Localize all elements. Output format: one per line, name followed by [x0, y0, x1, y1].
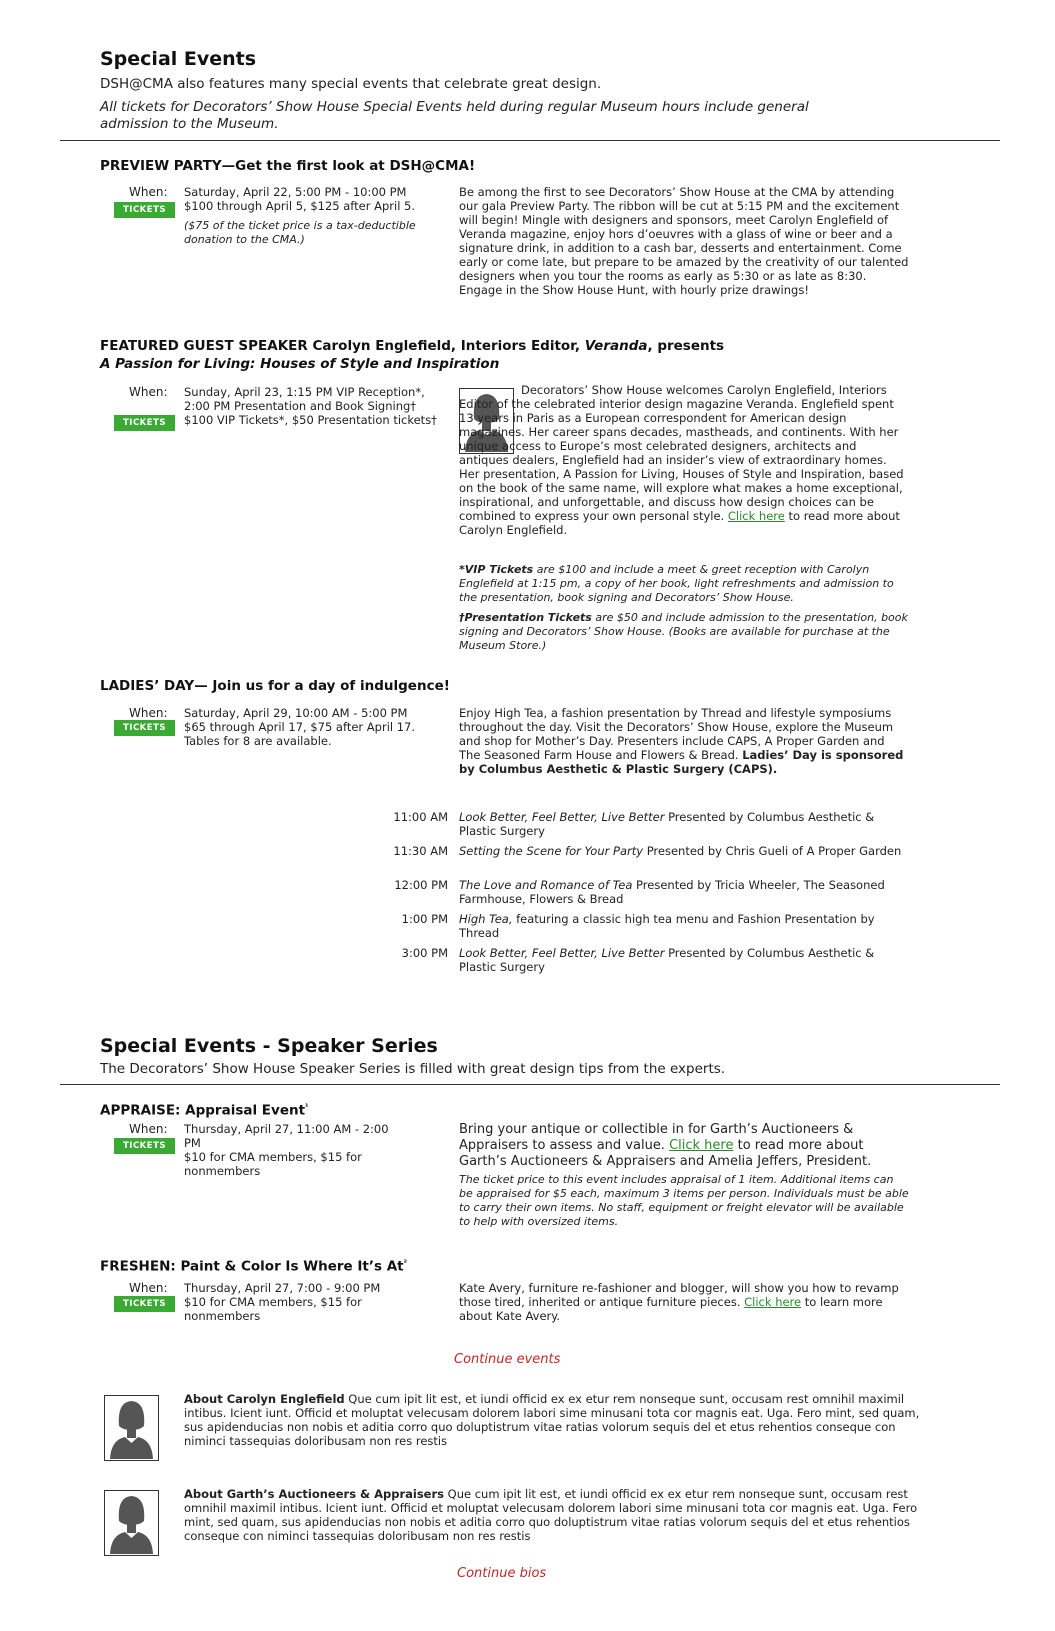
freshen-read-more-link[interactable]: Click here — [744, 1295, 802, 1309]
schedule-item-title: The Love and Romance of Tea — [459, 878, 633, 892]
appraise-date: Thursday, April 27, 11:00 AM - 2:00 PM — [184, 1122, 389, 1150]
ladies-day-title: LADIES’ DAY— Join us for a day of indulgence! — [100, 678, 450, 694]
appraise-footnote-mark: ¹ — [305, 1102, 309, 1111]
speaker-title-end: , presents — [647, 338, 725, 354]
freshen-price: $10 for CMA members, $15 for nonmembers — [184, 1295, 362, 1323]
schedule-item-title: Look Better, Feel Better, Live Better — [459, 810, 665, 824]
appraise-description — [459, 1122, 899, 1170]
appraise-tickets-button[interactable]: TICKETS — [114, 1138, 175, 1154]
schedule-item-title: Look Better, Feel Better, Live Better — [459, 946, 665, 960]
bio-text: Que cum ipit lit est, et iundi officid ex ex etur rem nonseque sunt, occusam rest omnihil maximil intibus. Icient iunt. Officid et moluptat velecusam dolorem labori sime minusani tota cor magnis eat. Uga. Fero mint, sed quam, sus apidenducias non nobis et aditia corro quo doluptistrum vitae ratias volorum sequis del et etus rehentios conseque con niminci tassequias doloribusam non res restis — [184, 1487, 918, 1543]
preview-description: Be among the first to see Decorators’ Show House at the CMA by attending our gala Preview Party. The ribbon will be cut at 5:15 PM and the excitement will begin! Mingle with designers and sponsors, meet Carolyn Englefield of Veranda magazine, enjoy hors d’oeuvres with a glass of wine or beer and a signature drink, in addition to a cash bar, desserts and entertainment. Come early or come late, but prepare to be amazed by the creativity of our talented designers when you tour the rooms as early as 5:30 or as late as 8:30. Engage in the Show House Hunt, with hourly prize drawings! — [459, 185, 909, 297]
vip-ticket-text: are $100 and include a meet & greet reception with Carolyn Englefield at 1:15 pm, a copy of her book, light refreshments and admission to the presentation, book signing and Decorators’ Show House. — [459, 563, 894, 604]
appraise-title-prefix: APPRAISE: — [100, 1102, 186, 1119]
freshen-title-prefix: FRESHEN: — [100, 1258, 181, 1275]
freshen-when — [184, 1281, 394, 1323]
schedule-time: 11:00 AM — [393, 810, 448, 824]
freshen-description — [459, 1281, 909, 1323]
freshen-title — [100, 1254, 407, 1276]
schedule-item — [459, 878, 909, 906]
when-label: When: — [129, 1281, 168, 1295]
vip-ticket-note — [459, 563, 914, 605]
speaker-title — [100, 337, 920, 373]
schedule-item-detail: Presented by Columbus Aesthetic & Plastic Surgery — [459, 810, 875, 838]
preview-tickets-button[interactable]: TICKETS — [114, 202, 175, 218]
freshen-footnote-mark: ² — [403, 1258, 408, 1267]
schedule-item — [459, 844, 909, 858]
speaker-description — [459, 383, 909, 537]
continue-events-link[interactable]: Continue events — [454, 1352, 561, 1367]
section-divider — [60, 1084, 1000, 1085]
speaker-subtitle: A Passion for Living: Houses of Style and Inspiration — [100, 356, 500, 372]
freshen-tickets-button[interactable]: TICKETS — [114, 1296, 175, 1312]
presentation-ticket-note — [459, 611, 914, 653]
schedule-item-detail: Presented by Columbus Aesthetic & Plastic Surgery — [459, 946, 875, 974]
schedule-time: 1:00 PM — [401, 912, 448, 926]
appraise-title-name: Appraisal Event — [185, 1102, 306, 1119]
ladies-day-date: Saturday, April 29, 10:00 AM - 5:00 PM — [184, 706, 408, 720]
vip-ticket-label: *VIP Tickets — [459, 563, 534, 576]
schedule-time: 12:00 PM — [394, 878, 448, 892]
person-silhouette-icon — [105, 1396, 158, 1460]
ladies-day-description-text: Enjoy High Tea, a fashion presentation by Thread and lifestyle symposiums throughout the day. Visit the Decorators’ Show House, explore the Museum and shop for Mother’s Day. Presenters include CAPS, A Proper Garden and The Seasoned Farm House and Flowers & Bread. — [459, 706, 894, 762]
schedule-item-detail: Presented by Tricia Wheeler, The Seasoned Farmhouse, Flowers & Bread — [459, 878, 885, 906]
preview-party-title: PREVIEW PARTY—Get the first look at DSH@CMA! — [100, 158, 476, 174]
speaker-description-text: Decorators’ Show House welcomes Carolyn Englefield, Interiors Editor of the celebrated interior design magazine Veranda. Englefield spent 13 years in Paris as a European correspondent for American design magazines. Her career spans decades, mastheads, and continents. With her unique access to Europe’s most celebrated designers, architects and antiques dealers, Englefield had an insider’s view of extraordinary homes. Her presentation, A Passion for Living, Houses of Style and Inspiration, based on the book of the same name, will explore what makes a home exceptional, inspirational, and unforgettable, and discuss how design choices can be combined to express your own personal style. — [459, 383, 904, 523]
schedule-time: 11:30 AM — [393, 844, 448, 858]
bio-avatar-carolyn — [104, 1395, 159, 1461]
appraise-read-more-after: to read more about Garth’s Auctioneers & Appraisers and Amelia Jeffers, President. — [459, 1138, 872, 1169]
freshen-title-name: Paint & Color Is Where It’s At — [180, 1258, 404, 1275]
bio-avatar-garths — [104, 1490, 159, 1556]
when-label: When: — [129, 185, 168, 199]
freshen-description-text: Kate Avery, furniture re-fashioner and blogger, will show you how to revamp those tired, inherited or antique furniture pieces. — [459, 1281, 899, 1309]
speaker-series-intro: The Decorators’ Show House Speaker Series is filled with great design tips from the experts. — [100, 1061, 726, 1077]
ladies-day-tickets-button[interactable]: TICKETS — [114, 720, 175, 736]
appraise-description-text: Bring your antique or collectible in for Garth’s Auctioneers & Appraisers to assess and value. — [459, 1122, 854, 1153]
bio-name: About Garth’s Auctioneers & Appraisers — [184, 1487, 444, 1501]
bio-text: Que cum ipit lit est, et iundi officid ex ex etur rem nonseque sunt, occusam rest omnihil maximil intibus. Icient iunt. Officid et moluptat velecusam dolorem labori sime minusani tota cor magnis eat. Uga. Fero mint, sed quam, sus apidenducias non nobis et aditia corro quo doluptistrum vitae ratias volorum sequis del et etus rehentios conseque con niminci tassequias doloribusam non res restis — [184, 1392, 920, 1448]
appraise-read-more-link[interactable]: Click here — [669, 1138, 734, 1153]
preview-date: Saturday, April 22, 5:00 PM - 10:00 PM — [184, 185, 407, 199]
appraise-note: The ticket price to this event includes appraisal of 1 item. Additional items can be appraised for $5 each, maximum 3 items per person. Individuals must be able to carry their own items. No staff, equipment or freight elevator will be available to help with oversized items. — [459, 1173, 909, 1228]
speaker-title-text: FEATURED GUEST SPEAKER Carolyn Englefield, Interiors Editor, — [100, 338, 585, 354]
continue-bios-link[interactable]: Continue bios — [457, 1566, 547, 1581]
speaker-read-more-link[interactable]: Click here — [727, 509, 785, 523]
appraise-title — [100, 1098, 309, 1120]
ladies-day-description — [459, 706, 909, 776]
schedule-item — [459, 810, 909, 838]
schedule-item-title: High Tea, — [459, 912, 513, 926]
ladies-day-price: $65 through April 17, $75 after April 17. Tables for 8 are available. — [184, 720, 416, 748]
ladies-day-when — [184, 706, 439, 748]
appraise-when — [184, 1122, 394, 1178]
special-events-note: All tickets for Decorators’ Show House Special Events held during regular Museum hours include general admission to the Museum. — [100, 99, 809, 132]
appraise-price: $10 for CMA members, $15 for nonmembers — [184, 1150, 362, 1178]
speaker-series-heading: Special Events - Speaker Series — [100, 1035, 438, 1057]
speaker-read-more-after: to read more about Carolyn Englefield. — [459, 509, 900, 537]
section-divider — [60, 140, 1000, 141]
schedule-item-detail: featuring a classic high tea menu and Fashion Presentation by Thread — [459, 912, 875, 940]
when-label: When: — [129, 706, 168, 720]
special-events-intro: DSH@CMA also features many special events that celebrate great design. — [100, 76, 602, 92]
preview-when — [184, 185, 439, 213]
preview-tax-note: ($75 of the ticket price is a tax-deductible donation to the CMA.) — [184, 219, 416, 246]
bio-carolyn — [184, 1392, 924, 1448]
person-silhouette-icon — [105, 1491, 158, 1555]
schedule-item-title: Setting the Scene for Your Party — [459, 844, 644, 858]
schedule-item-detail: Presented by Chris Gueli of A Proper Garden — [643, 844, 902, 858]
bio-garths — [184, 1487, 924, 1543]
speaker-tickets-button[interactable]: TICKETS — [114, 415, 175, 431]
special-events-heading: Special Events — [100, 48, 257, 70]
speaker-when: Sunday, April 23, 1:15 PM VIP Reception*, 2:00 PM Presentation and Book Signing† $100 VIP Tickets*, $50 Presentation tickets† — [184, 385, 437, 427]
when-label: When: — [129, 385, 168, 399]
presentation-ticket-text: are $50 and include admission to the presentation, book signing and Decorators’ Show House. (Books are available for purchase at the Museum Store.) — [459, 611, 908, 652]
freshen-date: Thursday, April 27, 7:00 - 9:00 PM — [184, 1281, 381, 1295]
freshen-read-more-after: to learn more about Kate Avery. — [459, 1295, 883, 1323]
when-label: When: — [129, 1122, 168, 1136]
preview-price: $100 through April 5, $125 after April 5. — [184, 199, 416, 213]
bio-name: About Carolyn Englefield — [184, 1392, 345, 1406]
presentation-ticket-label: †Presentation Tickets — [459, 611, 592, 624]
ladies-day-sponsor: Ladies’ Day is sponsored by Columbus Aesthetic & Plastic Surgery (CAPS). — [459, 748, 904, 776]
speaker-magazine: Veranda — [584, 338, 648, 354]
schedule-time: 3:00 PM — [401, 946, 448, 960]
schedule-item — [459, 946, 909, 974]
schedule-item — [459, 912, 909, 940]
